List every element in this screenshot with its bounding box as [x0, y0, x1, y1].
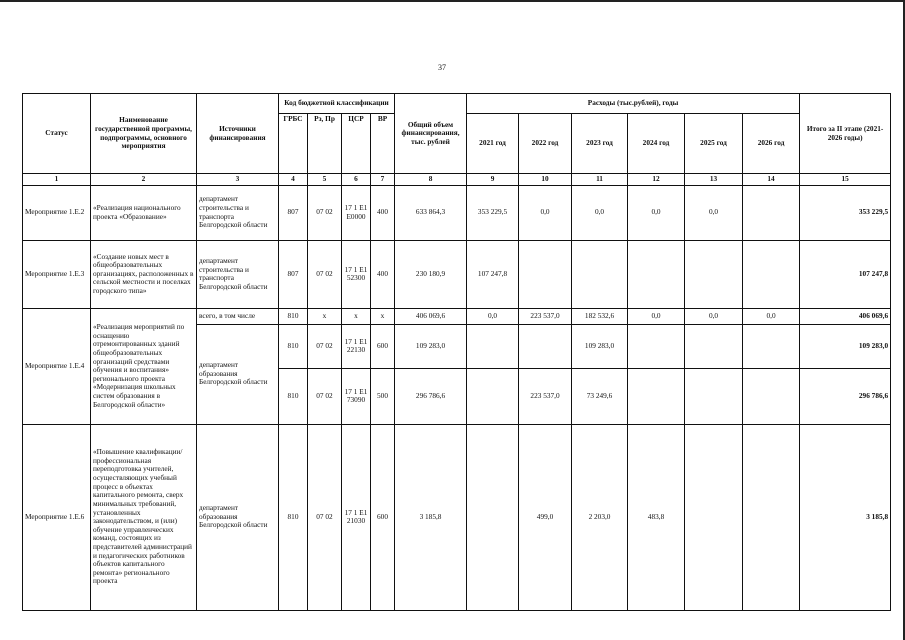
col-num: 3: [197, 174, 279, 186]
row-2024: 0,0: [628, 308, 685, 324]
header-row-1: [23, 94, 891, 114]
header-vr: ВР: [371, 114, 395, 174]
row-2023: 182 532,6: [572, 308, 628, 324]
row-source: департамент строительства и транспорта Белгородской области: [197, 240, 279, 308]
header-status: Статус: [23, 94, 91, 174]
row-rzpr: 07 02: [308, 240, 342, 308]
row-grbs: 810: [279, 368, 308, 424]
header-rzpr: Рз, Пр: [308, 114, 342, 174]
col-num: 6: [342, 174, 371, 186]
row-stage-total: 107 247,8: [800, 240, 891, 308]
row-total: 230 180,9: [395, 240, 467, 308]
row-name: «Повышение квалификации/ профессиональная переподготовка учителей, осуществляющих учебный процесс в объектах капитального ремонта, сверх минимальных требований, установленных законодательством, и (или) обучение управленческих команд, состоящих из представителей администраций и педагогических работников объектов капитального ремонта» регионального проекта: [91, 424, 197, 610]
header-2024: 2024 год: [628, 114, 685, 174]
table-row: [23, 308, 891, 324]
row-name: «Реализация национального проекта «Образование»: [91, 185, 197, 240]
row-stage-total: 109 283,0: [800, 324, 891, 368]
row-name: «Создание новых мест в общеобразовательных организациях, расположенных в сельской местности и поселках городского типа»: [91, 240, 197, 308]
col-num: 10: [519, 174, 572, 186]
header-stage-total: Итого за II этапе (2021-2026 годы): [800, 94, 891, 174]
row-2022: 0,0: [519, 185, 572, 240]
table-row: [23, 185, 891, 240]
header-total: Общий объем финансирования, тыс. рублей: [395, 94, 467, 174]
col-num: 4: [279, 174, 308, 186]
header-2021: 2021 год: [467, 114, 519, 174]
row-rzpr: х: [308, 308, 342, 324]
row-2021: [467, 368, 519, 424]
row-2023: 109 283,0: [572, 324, 628, 368]
header-budget-code: Код бюджетной классификации: [279, 94, 395, 114]
row-2021: [467, 324, 519, 368]
header-expenses: Расходы (тыс.рублей), годы: [467, 94, 800, 114]
row-rzpr: 07 02: [308, 424, 342, 610]
row-rzpr: 07 02: [308, 185, 342, 240]
row-2022: 223 537,0: [519, 308, 572, 324]
row-2026: [743, 368, 800, 424]
col-num: 1: [23, 174, 91, 186]
row-vr: 400: [371, 240, 395, 308]
row-rzpr: 07 02: [308, 324, 342, 368]
row-csr: 17 1 Е1 21030: [342, 424, 371, 610]
row-2026: 0,0: [743, 308, 800, 324]
row-2024: 0,0: [628, 185, 685, 240]
col-num: 2: [91, 174, 197, 186]
row-stage-total: 353 229,5: [800, 185, 891, 240]
header-2022: 2022 год: [519, 114, 572, 174]
row-2026: [743, 240, 800, 308]
row-grbs: 810: [279, 324, 308, 368]
row-stage-total: 406 069,6: [800, 308, 891, 324]
row-status: Мероприятие 1.Е.6: [23, 424, 91, 610]
col-num: 12: [628, 174, 685, 186]
row-2026: [743, 424, 800, 610]
row-2024: 483,8: [628, 424, 685, 610]
col-num: 15: [800, 174, 891, 186]
row-vr: 400: [371, 185, 395, 240]
budget-table: [22, 93, 891, 611]
row-total: 296 786,6: [395, 368, 467, 424]
col-num: 13: [685, 174, 743, 186]
row-2021: [467, 424, 519, 610]
row-2023: 73 249,6: [572, 368, 628, 424]
row-2026: [743, 324, 800, 368]
col-num: 7: [371, 174, 395, 186]
row-2023: [572, 240, 628, 308]
row-2024: [628, 240, 685, 308]
row-csr: 17 1 Е1 73090: [342, 368, 371, 424]
header-2025: 2025 год: [685, 114, 743, 174]
row-2026: [743, 185, 800, 240]
row-2022: [519, 240, 572, 308]
table-row: [23, 424, 891, 610]
row-csr: 17 1 Е1 Е0000: [342, 185, 371, 240]
row-2022: [519, 324, 572, 368]
row-grbs: 810: [279, 424, 308, 610]
row-vr: 500: [371, 368, 395, 424]
row-total: 109 283,0: [395, 324, 467, 368]
row-2025: [685, 368, 743, 424]
row-2025: 0,0: [685, 185, 743, 240]
row-2021: 107 247,8: [467, 240, 519, 308]
table-row: [23, 240, 891, 308]
row-2024: [628, 368, 685, 424]
row-2024: [628, 324, 685, 368]
row-name: «Реализация мероприятий по оснащению отремонтированных зданий общеобразовательных организаций средствами обучения и воспитания» регионального проекта «Модернизация школьных систем образования в Белгородской области»: [91, 308, 197, 424]
header-name: Наименование государственной программы, подпрограммы, основного мероприятия: [91, 94, 197, 174]
row-rzpr: 07 02: [308, 368, 342, 424]
col-num: 11: [572, 174, 628, 186]
header-grbs: ГРБС: [279, 114, 308, 174]
page-number: 37: [438, 63, 446, 72]
row-status: Мероприятие 1.Е.2: [23, 185, 91, 240]
column-number-row: [23, 174, 891, 186]
row-2023: 0,0: [572, 185, 628, 240]
row-status: Мероприятие 1.Е.4: [23, 308, 91, 424]
header-sources: Источники финансирования: [197, 94, 279, 174]
row-2025: [685, 324, 743, 368]
row-2023: 2 203,0: [572, 424, 628, 610]
row-csr: 17 1 Е1 52300: [342, 240, 371, 308]
row-2025: [685, 240, 743, 308]
row-status: Мероприятие 1.Е.3: [23, 240, 91, 308]
row-2022: 223 537,0: [519, 368, 572, 424]
row-2025: 0,0: [685, 308, 743, 324]
row-source-total: всего, в том числе: [197, 308, 279, 324]
row-stage-total: 3 185,8: [800, 424, 891, 610]
row-grbs: 810: [279, 308, 308, 324]
row-2025: [685, 424, 743, 610]
row-source: департамент образования Белгородской области: [197, 324, 279, 424]
row-csr: 17 1 Е1 22130: [342, 324, 371, 368]
col-num: 5: [308, 174, 342, 186]
row-vr: 600: [371, 424, 395, 610]
row-vr: х: [371, 308, 395, 324]
row-2022: 499,0: [519, 424, 572, 610]
row-source: департамент строительства и транспорта Белгородской области: [197, 185, 279, 240]
col-num: 9: [467, 174, 519, 186]
row-source: департамент образования Белгородской области: [197, 424, 279, 610]
row-2021: 0,0: [467, 308, 519, 324]
row-2021: 353 229,5: [467, 185, 519, 240]
header-2023: 2023 год: [572, 114, 628, 174]
header-2026: 2026 год: [743, 114, 800, 174]
col-num: 8: [395, 174, 467, 186]
row-total: 406 069,6: [395, 308, 467, 324]
header-csr: ЦСР: [342, 114, 371, 174]
row-total: 3 185,8: [395, 424, 467, 610]
row-grbs: 807: [279, 240, 308, 308]
col-num: 14: [743, 174, 800, 186]
row-grbs: 807: [279, 185, 308, 240]
row-stage-total: 296 786,6: [800, 368, 891, 424]
row-total: 633 864,3: [395, 185, 467, 240]
row-csr: х: [342, 308, 371, 324]
page-top-edge: [0, 0, 905, 2]
row-vr: 600: [371, 324, 395, 368]
